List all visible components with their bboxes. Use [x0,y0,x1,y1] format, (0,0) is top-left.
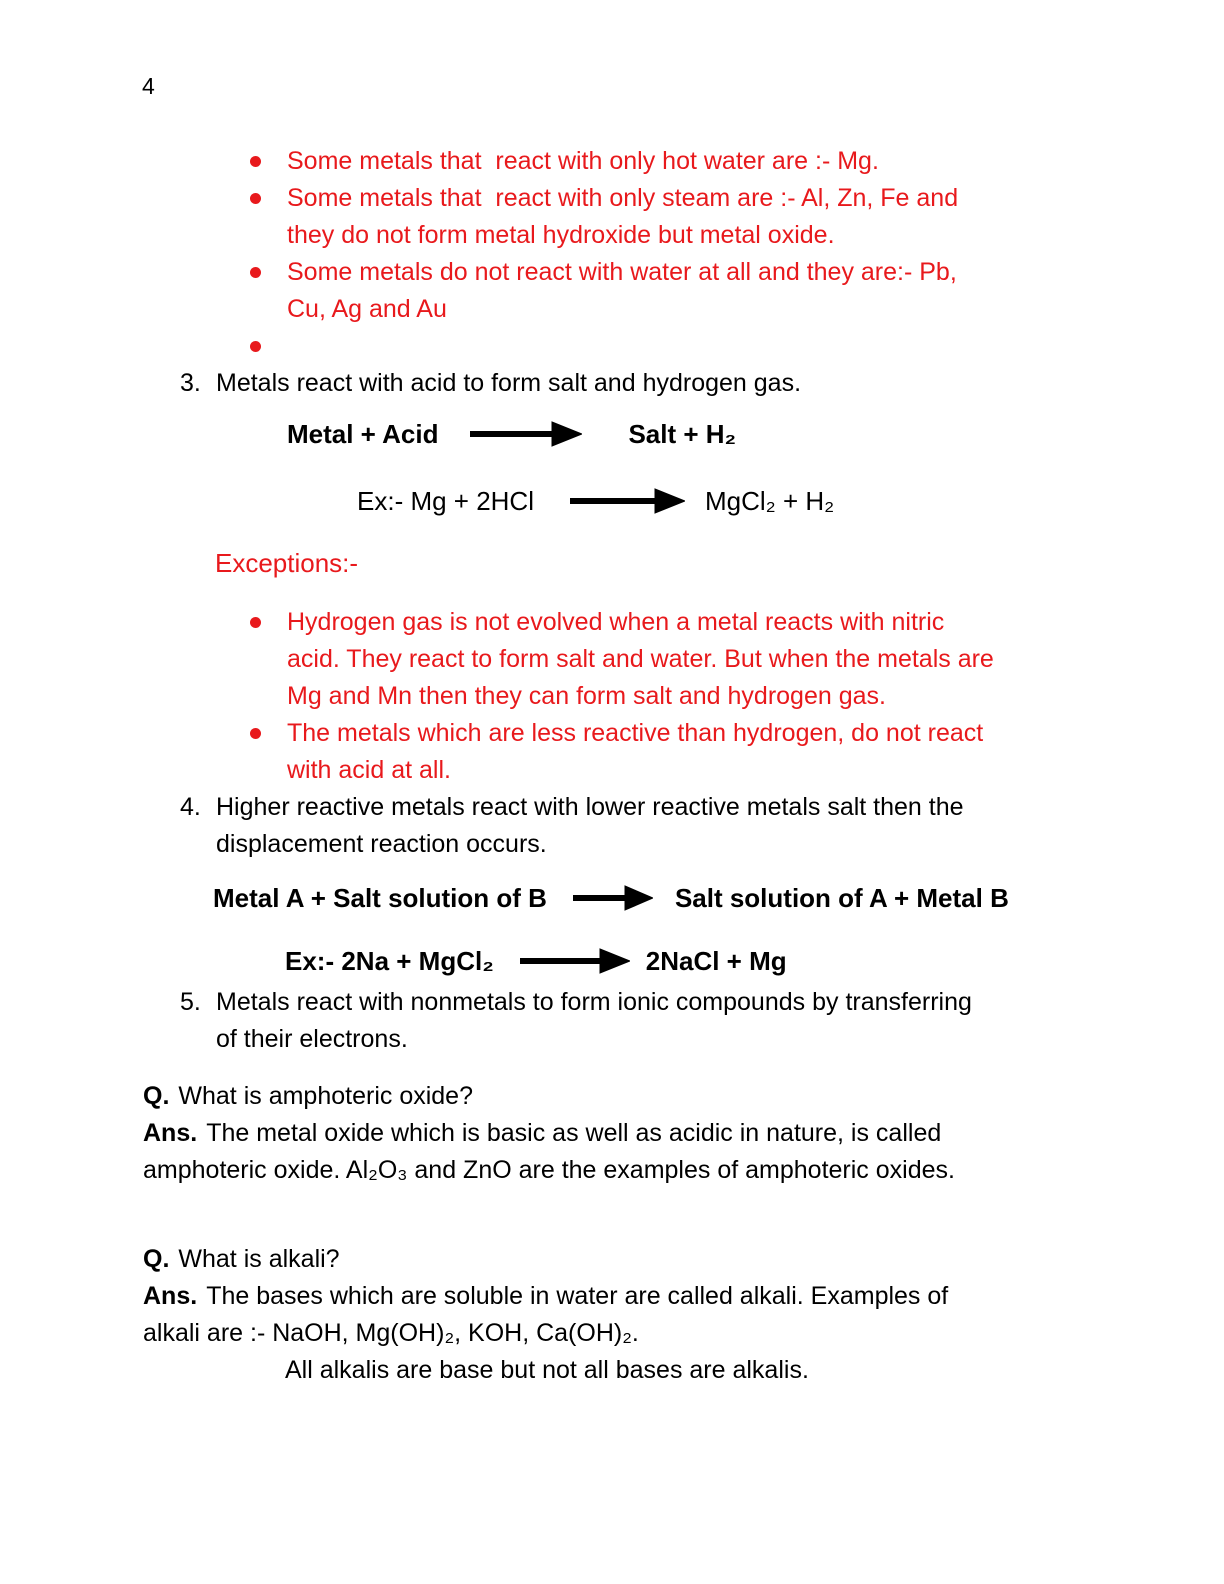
list-item [250,715,1080,789]
text-line: Mg and Mn then they can form salt and hydrogen gas. [287,682,886,710]
exceptions-bullet-list [250,604,1080,789]
question-line [143,1078,955,1115]
text-line: of their electrons. [216,1025,408,1053]
text-line: The metals which are less reactive than hydrogen, do not react [287,719,984,747]
answer-label: Ans. [143,1119,198,1147]
answer-note-line: All alkalis are base but not all bases are alkalis. [285,1356,809,1384]
text-line: Cu, Ag and Au [287,295,447,323]
page-number: 4 [142,73,155,99]
list-item [250,254,1040,328]
item-number: 4. [180,793,201,821]
answer-line: amphoteric oxide. Al₂O₃ and ZnO are the examples of amphoteric oxides. [143,1156,955,1184]
numbered-item-3 [180,365,1120,402]
qa-block-alkali [143,1241,948,1389]
equation-na-mgcl2 [285,944,787,978]
text-line: Some metals do not react with water at all and they are:- Pb, [287,258,957,286]
numbered-item-5 [180,984,1140,1058]
bullet-icon [250,267,261,278]
question-label: Q. [143,1082,170,1110]
text-line: Some metals that react with only hot water are :- Mg. [287,147,879,175]
text-line: Metals react with nonmetals to form ionic compounds by transferring [216,988,972,1016]
equation-reactants: Ex:- 2Na + MgCl₂ [285,945,494,976]
equation-products: 2NaCl + Mg [645,945,787,976]
list-item [250,604,1080,715]
answer-line: alkali are :- NaOH, Mg(OH)₂, KOH, Ca(OH)₂. [143,1319,639,1347]
exceptions-heading: Exceptions:- [215,548,359,578]
equation-products: MgCl₂ + H₂ [705,485,835,516]
question-label: Q. [143,1245,170,1273]
list-item [250,180,1040,254]
answer-line [143,1278,948,1315]
text-line: Hydrogen gas is not evolved when a metal reacts with nitric [287,608,945,636]
text-line: Some metals that react with only steam are :- Al, Zn, Fe and [287,184,959,212]
text-line: Higher reactive metals react with lower reactive metals salt then the [216,793,964,821]
text-line: with acid at all. [287,756,451,784]
question-line [143,1241,948,1278]
question-text: What is amphoteric oxide? [178,1082,473,1110]
equation-products: Salt + H₂ [628,418,737,449]
bullet-icon [250,341,261,352]
bullet-icon [250,156,261,167]
equation-mg-hcl [357,484,834,518]
equation-reactants: Ex:- Mg + 2HCl [357,485,534,516]
question-text: What is alkali? [178,1245,340,1273]
text-line: acid. They react to form salt and water. But when the metals are [287,645,994,673]
numbered-item-4 [180,789,1120,863]
item-number: 5. [180,988,201,1016]
equation-reactants: Metal + Acid [287,418,439,449]
list-item-empty [250,328,1040,365]
answer-text: The bases which are soluble in water are called alkali. Examples of [206,1282,949,1310]
item-number: 3. [180,369,201,397]
equation-reactants: Metal A + Salt solution of B [213,882,547,913]
text-line: Metals react with acid to form salt and hydrogen gas. [216,369,802,397]
answer-label: Ans. [143,1282,198,1310]
qa-block-amphoteric-oxide [143,1078,955,1189]
reaction-arrow-icon [570,488,685,514]
water-reaction-bullet-list [250,143,1040,365]
bullet-icon [250,193,261,204]
reaction-arrow-icon [470,421,582,447]
reaction-arrow-icon [520,948,630,974]
text-line: they do not form metal hydroxide but metal oxide. [287,221,835,249]
list-item [250,143,1040,180]
equation-products: Salt solution of A + Metal B [674,882,1009,913]
equation-metal-acid [287,417,736,451]
answer-text: The metal oxide which is basic as well as acidic in nature, is called [206,1119,942,1147]
text-line: displacement reaction occurs. [216,830,547,858]
bullet-icon [250,617,261,628]
answer-line [143,1115,955,1152]
equation-displacement [213,881,1009,915]
reaction-arrow-icon [573,885,653,911]
bullet-icon [250,728,261,739]
